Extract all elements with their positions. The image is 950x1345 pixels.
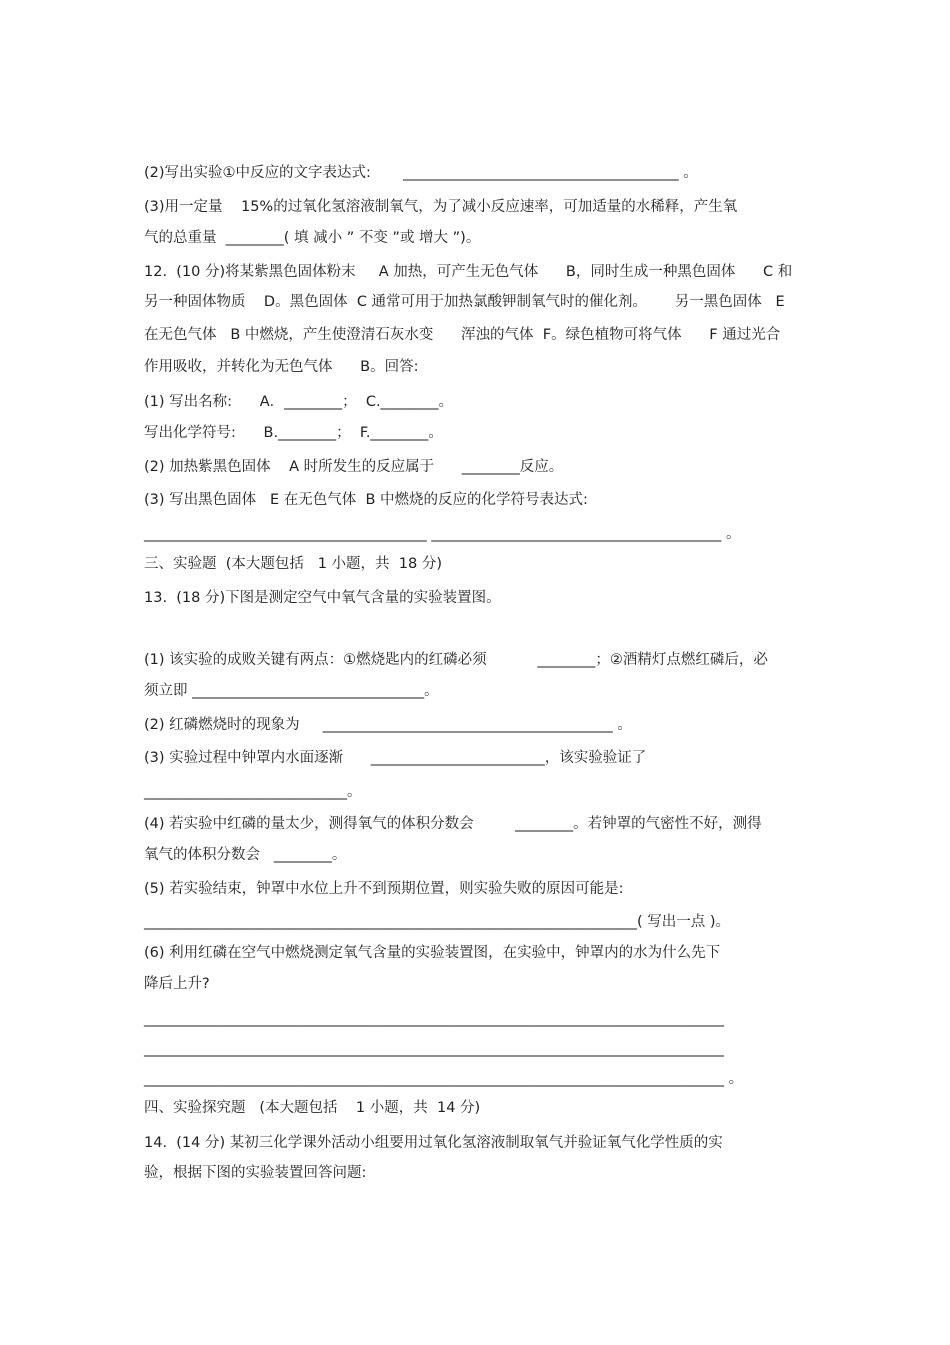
q12-stem-line3: 在无色气体 B 中燃烧，产生使澄清石灰水变 浑浊的气体 F。绿色植物可将气体 F 通过光合 xyxy=(144,327,781,343)
q13-part4-line2: 氧气的体积分数会 ________。 xyxy=(144,847,347,863)
section-3-heading: 三、实验题 (本大题包括 1 小题，共 18 分) xyxy=(144,556,442,572)
q13-part6-line2: 降后上升? xyxy=(144,976,210,992)
q13-part1-line2: 须立即 ________________________________。 xyxy=(144,683,439,699)
q13-part6-answer-line1: ________________________________________________________________________________ xyxy=(144,1011,724,1027)
q13-part6-answer-line3: ________________________________________________________________________________ 。 xyxy=(144,1071,744,1087)
section-4-heading: 四、实验探究题 (本大题包括 1 小题，共 14 分) xyxy=(144,1100,481,1116)
q13-part6-line1: (6) 利用红磷在空气中燃烧测定氧气含量的实验装置图，在实验中，钟罩内的水为什么先下 xyxy=(144,945,721,961)
q12-stem-line1: 12. (10 分)将某紫黑色固体粉末 A 加热，可产生无色气体 B，同时生成一种黑色固体 C 和 xyxy=(144,264,793,280)
q11-part2: (2)写出实验①中反应的文字表达式: ______________________________________ 。 xyxy=(144,165,698,181)
q13-part3-line2: ____________________________。 xyxy=(144,784,362,800)
q12-part1-symbols: 写出化学符号: B.________； F.________。 xyxy=(144,425,443,441)
q13-stem: 13. (18 分)下图是测定空气中氧气含量的实验装置图。 xyxy=(144,590,501,606)
q13-part3-line1: (3) 实验过程中钟罩内水面逐渐 ________________________，该实验验证了 xyxy=(144,750,647,766)
q12-stem-line4: 作用吸收，并转化为无色气体 B。回答: xyxy=(144,359,419,375)
q12-part1-names: (1) 写出名称: A．________； C.________。 xyxy=(144,394,454,410)
q12-part3-answer-line: _______________________________________ ________________________________________ 。 xyxy=(144,526,741,542)
q13-part4-line1: (4) 若实验中红磷的量太少，测得氧气的体积分数会 ________。若钟罩的气密性不好，测得 xyxy=(144,816,762,832)
q13-part6-answer-line2: ________________________________________________________________________________ xyxy=(144,1041,724,1057)
q12-part3: (3) 写出黑色固体 E 在无色气体 B 中燃烧的反应的化学符号表达式: xyxy=(144,492,588,508)
q12-stem-line2: 另一种固体物质 D。黑色固体 C 通常可用于加热氯酸钾制氧气时的催化剂。 另一黑色固体 E xyxy=(144,294,785,310)
q11-part3-line2: 气的总重量 ________( 填 减小 ” 不变 ”或 增大 ”)。 xyxy=(144,230,481,246)
q12-part2: (2) 加热紫黑色固体 A 时所发生的反应属于 ________反应。 xyxy=(144,459,564,475)
q14-stem-line2: 验，根据下图的实验装置回答问题: xyxy=(144,1165,367,1181)
q13-part5-answer-line: ____________________________________________________________________( 写出一点 )。 xyxy=(144,914,731,930)
q11-part3-line1: (3)用一定量 15%的过氧化氢溶液制氧气，为了减小反应速率，可加适量的水稀释，产生氧 xyxy=(144,199,738,215)
q13-part2: (2) 红磷燃烧时的现象为 ________________________________________ 。 xyxy=(144,717,632,733)
q13-part1-line1: (1) 该实验的成败关键有两点：①燃烧匙内的红磷必须 ________；②酒精灯点燃红磷后，必 xyxy=(144,652,768,668)
q14-stem-line1: 14. (14 分) 某初三化学课外活动小组要用过氧化氢溶液制取氧气并验证氧气化学性质的实 xyxy=(144,1135,723,1151)
q13-part5: (5) 若实验结束，钟罩中水位上升不到预期位置，则实验失败的原因可能是: xyxy=(144,881,624,897)
